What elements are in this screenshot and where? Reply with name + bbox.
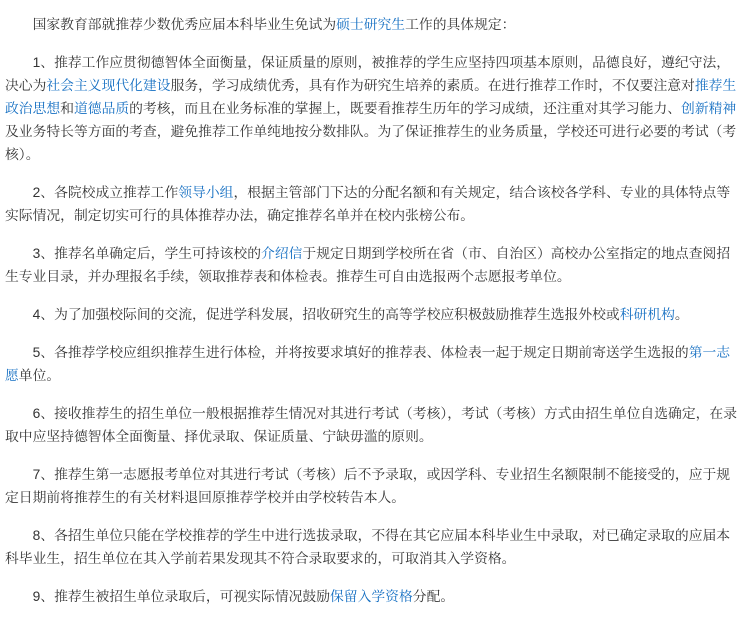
text-segment: 9、推荐生被招生单位录取后，可视实际情况鼓励: [32, 589, 330, 604]
paragraph: [5, 13, 741, 36]
text-segment: 6、接收推荐生的招生单位一般根据推荐生情况对其进行考试（考核），考试（考核）方式由招生单位自选确定，在录取中应坚持德智体全面衡量、择优录取、保证质量、宁缺毋滥的原则。: [5, 406, 738, 444]
text-segment: 2、各院校成立推荐工作: [32, 185, 179, 200]
paragraph: [5, 242, 741, 288]
text-segment: 及业务特长等方面的考查，避免推荐工作单纯地按分数排队。为了保证推荐生的业务质量，学校还可进行必要的考试（考核）。: [5, 124, 737, 162]
paragraph: [5, 303, 741, 326]
paragraph: [5, 524, 741, 570]
paragraph: [5, 463, 741, 509]
paragraph: [5, 181, 741, 227]
inline-link[interactable]: 领导小组: [178, 185, 234, 200]
text-segment: 8、各招生单位只能在学校推荐的学生中进行选拔录取，不得在其它应届本科毕业生中录取，对已确定录取的应届本科毕业生，招生单位在其入学前若果发现其不符合录取要求的，可取消其入学资格。: [5, 528, 731, 566]
inline-link[interactable]: 推荐生政治思想: [5, 78, 737, 116]
text-segment: 分配。: [412, 589, 455, 604]
inline-link[interactable]: 社会主义现代化建设: [46, 78, 171, 93]
text-segment: 服务，学习成绩优秀，具有作为研究生培养的素质。在进行推荐工作时，不仅要注意对: [170, 78, 695, 93]
inline-link[interactable]: 创新精神: [681, 101, 737, 116]
inline-link[interactable]: 介绍信: [261, 246, 303, 261]
text-segment: 3、推荐名单确定后，学生可持该校的: [32, 246, 262, 261]
text-segment: 于规定日期到学校所在省（市、自治区）高校办公室指定的地点查阅招生专业目录，并办理报名手续，领取推荐表和体检表。推荐生可自由选报两个志愿报考单位。: [5, 246, 731, 284]
text-segment: 国家教育部就推荐少数优秀应届本科毕业生免试为: [32, 17, 337, 32]
text-segment: 单位。: [18, 368, 61, 383]
text-segment: 的考核，而且在业务标准的掌握上，既要看推荐生历年的学习成绩，还注重对其学习能力、: [129, 101, 682, 116]
inline-link[interactable]: 科研机构: [619, 307, 675, 322]
paragraph: [5, 585, 741, 608]
text-segment: 1、推荐工作应贯彻德智体全面衡量，保证质量的原则，被推荐的学生应坚持四项基本原则，品德良好，遵纪守法，决心为: [5, 55, 731, 93]
text-segment: 4、为了加强校际间的交流，促进学科发展，招收研究生的高等学校应积极鼓励推荐生选报外校或: [32, 307, 620, 322]
paragraph: [5, 51, 741, 166]
paragraph: [5, 402, 741, 448]
text-segment: 。: [674, 307, 689, 322]
paragraph: [5, 341, 741, 387]
inline-link[interactable]: 道德品质: [73, 101, 130, 116]
text-segment: ，根据主管部门下达的分配名额和有关规定，结合该校各学科、专业的具体特点等实际情况，制定切实可行的具体推荐办法，确定推荐名单并在校内张榜公布。: [5, 185, 731, 223]
text-segment: 工作的具体规定：: [405, 17, 516, 32]
inline-link[interactable]: 硕士研究生: [336, 17, 406, 32]
inline-link[interactable]: 保留入学资格: [330, 589, 413, 604]
text-segment: 7、推荐生第一志愿报考单位对其进行考试（考核）后不予录取，或因学科、专业招生名额限制不能接受的，应于规定日期前将推荐生的有关材料退回原推荐学校并由学校转告本人。: [5, 467, 731, 505]
text-segment: 和: [60, 101, 74, 116]
inline-link[interactable]: 第一志愿: [5, 345, 731, 383]
text-segment: 5、各推荐学校应组织推荐生进行体检，并将按要求填好的推荐表、体检表一起于规定日期前寄送学生选报的: [32, 345, 689, 360]
